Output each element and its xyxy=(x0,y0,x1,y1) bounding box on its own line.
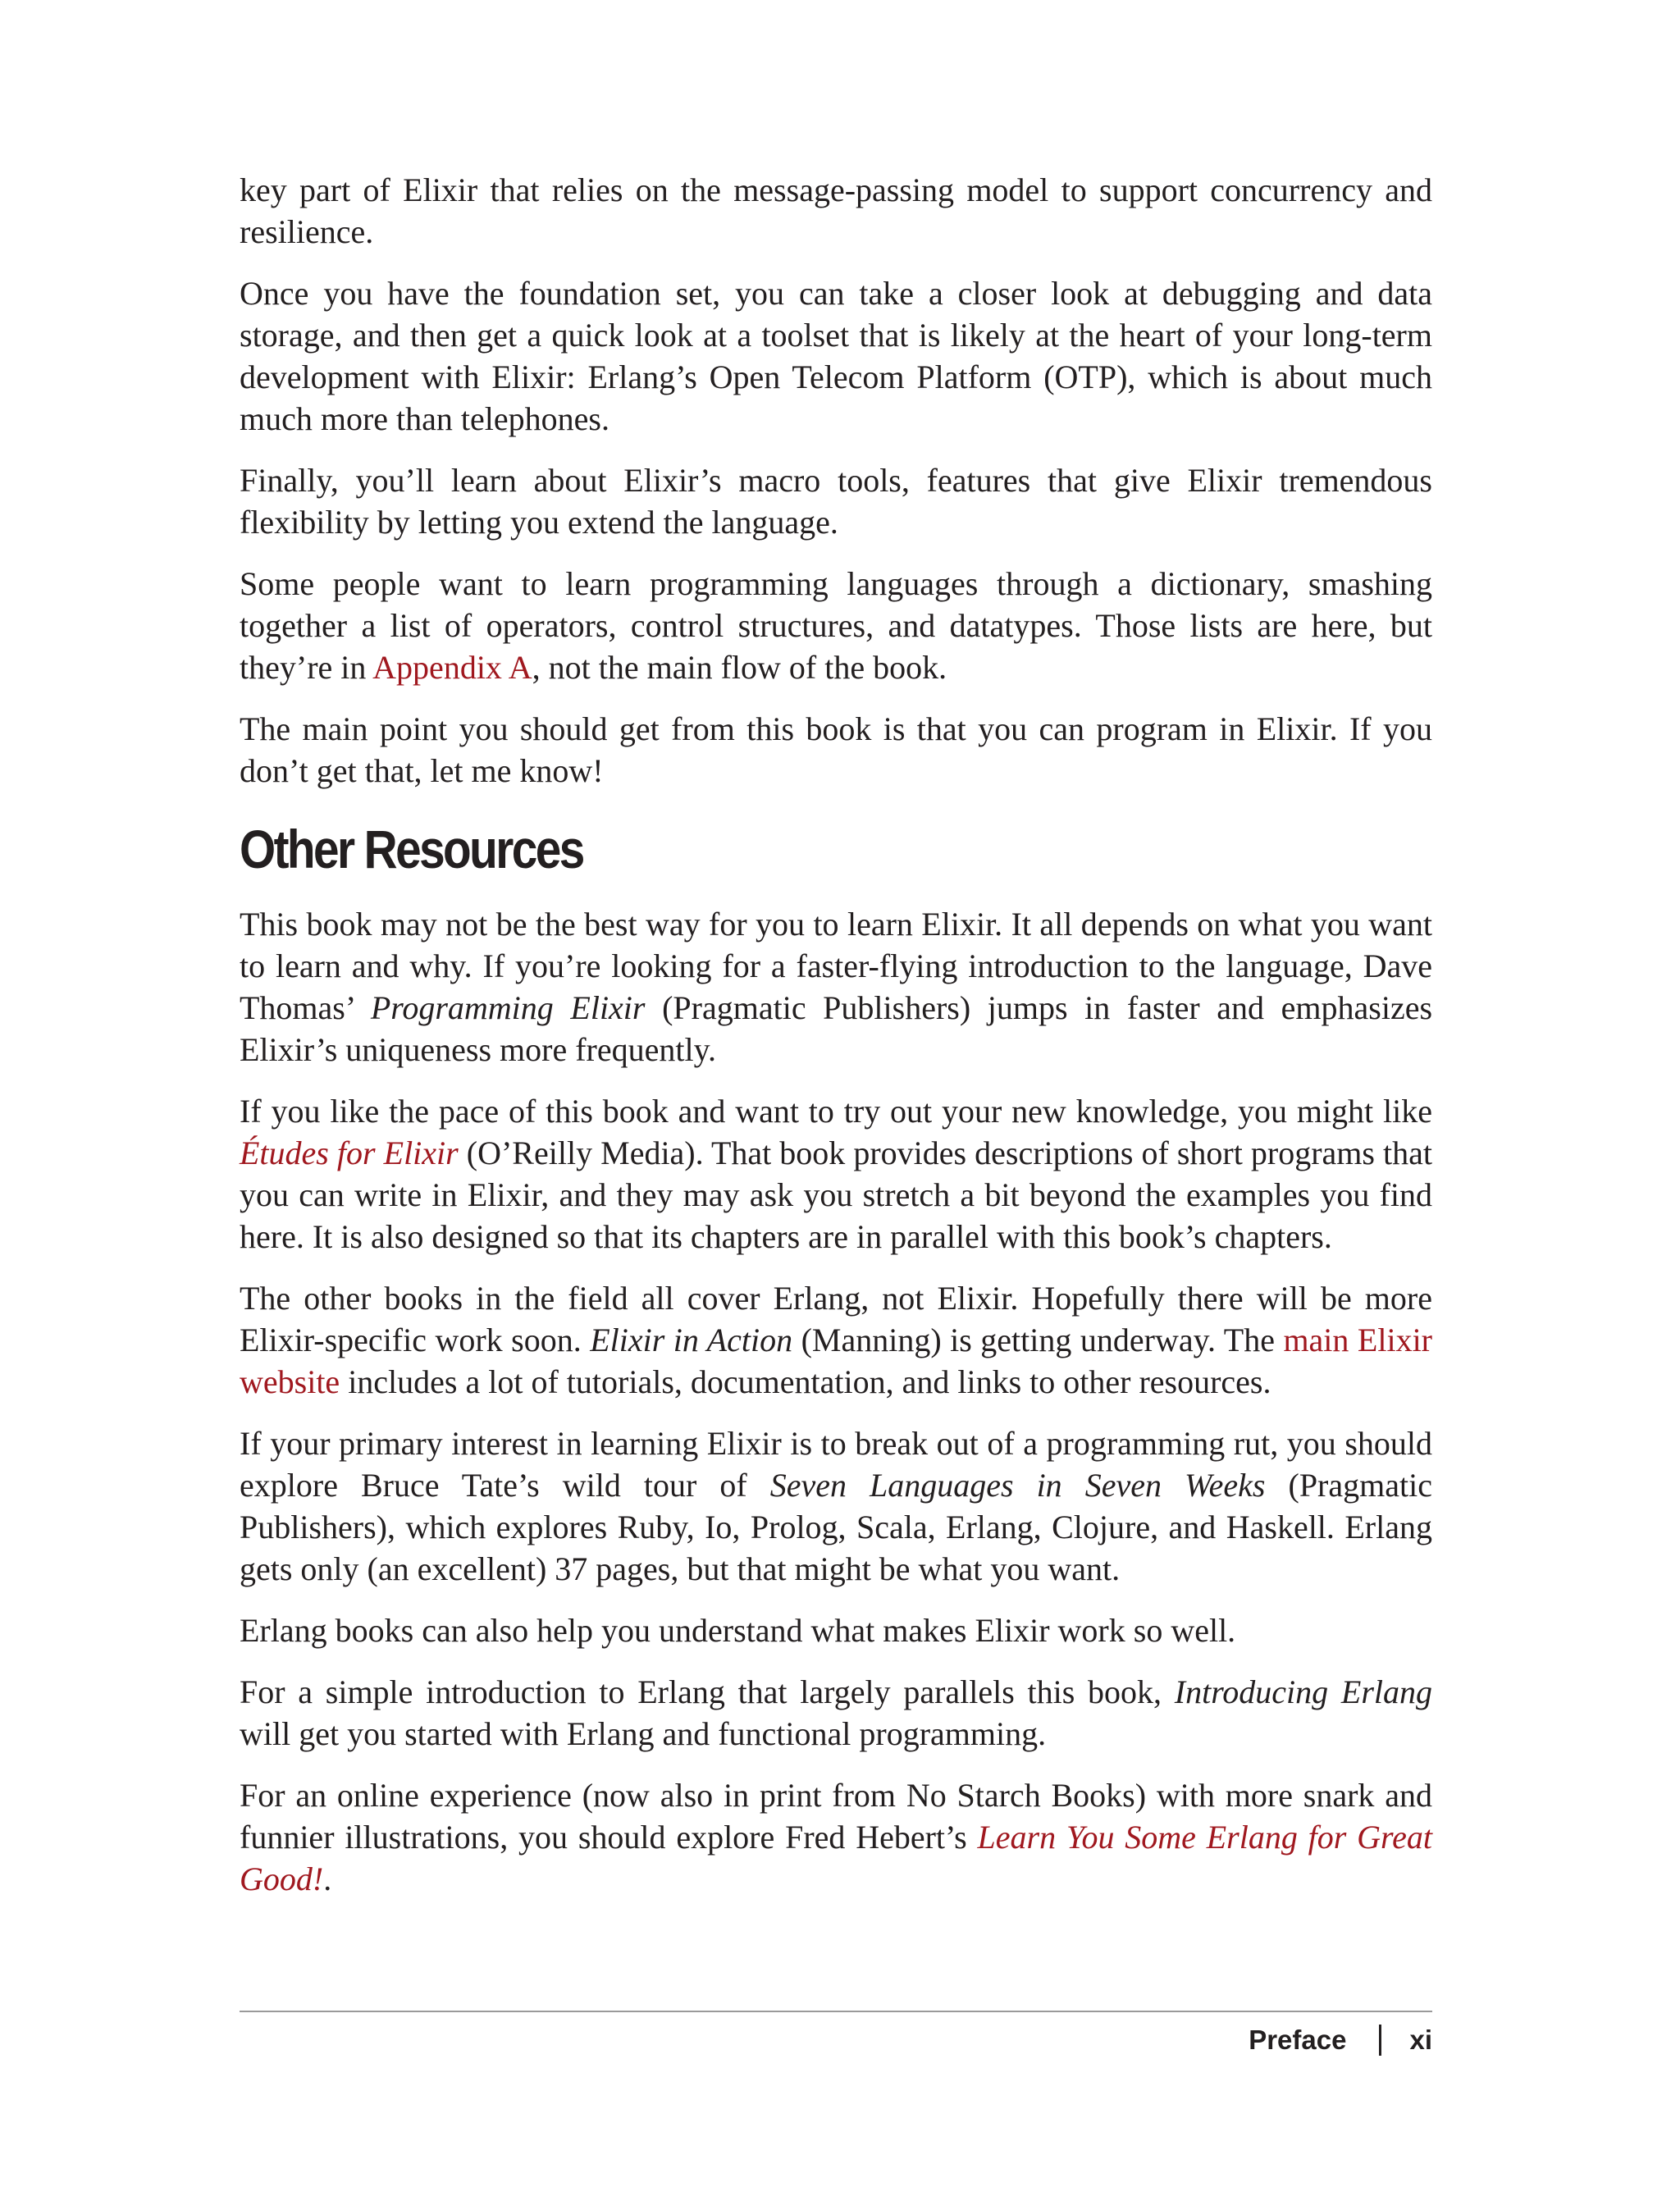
body-text-bottom xyxy=(240,903,1432,1900)
text-run: key part of Elixir that relies on the message-passing model to support concurrency and resilience. xyxy=(240,171,1432,250)
paragraph xyxy=(240,459,1432,543)
paragraph xyxy=(240,903,1432,1071)
inline-link[interactable]: Appendix A xyxy=(372,649,532,686)
text-run: If you like the pace of this book and want to try out your new knowledge, you might like xyxy=(240,1093,1432,1130)
text-run: (Pragmatic Publishers), which explores Ruby, Io, Prolog, Scala, Erlang, Clojure, and Haskell. Erlang gets only (an excellent) 37 pages, but that might be what you want. xyxy=(240,1467,1432,1587)
italic-title: Introducing Erlang xyxy=(1174,1673,1432,1710)
text-run: Finally, you’ll learn about Elixir’s macro tools, features that give Elixir tremendous flexibility by letting you extend the language. xyxy=(240,462,1432,541)
text-run: includes a lot of tutorials, documentation, and links to other resources. xyxy=(340,1363,1271,1400)
paragraph xyxy=(240,1774,1432,1900)
paragraph xyxy=(240,1671,1432,1755)
paragraph xyxy=(240,1277,1432,1403)
footer-rule xyxy=(240,2011,1432,2012)
inline-link[interactable]: main Elixir website xyxy=(240,1322,1432,1400)
page-content xyxy=(240,169,1432,1920)
text-run: This book may not be the best way for you to learn Elixir. It all depends on what you want to learn and why. If you’re looking for a faster-flying introduction to the language, Dave Thomas’ xyxy=(240,906,1432,1026)
inline-link[interactable]: Études for Elixir xyxy=(240,1134,459,1171)
paragraph xyxy=(240,1422,1432,1590)
text-run: If your primary interest in learning Elixir is to break out of a programming rut, you should explore Bruce Tate’s wild tour of xyxy=(240,1425,1432,1504)
paragraph xyxy=(240,272,1432,440)
body-text-top xyxy=(240,169,1432,792)
text-run: The main point you should get from this book is that you can program in Elixir. If you don’t get that, let me know! xyxy=(240,710,1432,789)
text-run: The other books in the field all cover Erlang, not Elixir. Hopefully there will be more Elixir-specific work soon. xyxy=(240,1280,1432,1358)
text-run: Once you have the foundation set, you can take a closer look at debugging and data storage, and then get a quick look at a toolset that is likely at the heart of your long-term development with Elixir: Erlang’s Open Telecom Platform (OTP), which is about much much more than telephones. xyxy=(240,275,1432,437)
page-footer xyxy=(1249,2020,1432,2061)
italic-title: Seven Languages in Seven Weeks xyxy=(769,1467,1266,1504)
text-run: (Pragmatic Publishers) jumps in faster and emphasizes Elixir’s uniqueness more frequently. xyxy=(240,989,1433,1068)
text-run: . xyxy=(323,1860,332,1897)
text-run: (Manning) is getting underway. The xyxy=(792,1322,1284,1358)
italic-title: Elixir in Action xyxy=(590,1322,793,1358)
text-run: Erlang books can also help you understand what makes Elixir work so well. xyxy=(240,1612,1236,1649)
section-heading: Other Resources xyxy=(240,819,583,879)
paragraph xyxy=(240,708,1432,792)
footer-separator xyxy=(1379,2025,1381,2056)
paragraph xyxy=(240,563,1432,688)
text-run: Some people want to learn programming languages through a dictionary, smashing together a list of operators, control structures, and datatypes. Those lists are here, but they’re in xyxy=(240,565,1432,686)
footer-section-title: Preface xyxy=(1249,2025,1347,2055)
text-run: will get you started with Erlang and functional programming. xyxy=(240,1715,1047,1752)
italic-title: Programming Elixir xyxy=(370,989,646,1026)
paragraph xyxy=(240,1090,1432,1258)
inline-link[interactable]: Learn You Some Erlang for Great Good! xyxy=(240,1819,1432,1897)
text-run: , not the main flow of the book. xyxy=(532,649,947,686)
text-run: (O’Reilly Media). That book provides descriptions of short programs that you can write in Elixir, and they may ask you stretch a bit beyond the examples you find here. It is also designed so that its chapters are in parallel with this book’s chapters. xyxy=(240,1134,1432,1255)
text-run: For an online experience (now also in print from No Starch Books) with more snark and funnier illustrations, you should explore Fred Hebert’s xyxy=(240,1777,1432,1856)
paragraph xyxy=(240,169,1432,253)
page-number: xi xyxy=(1409,2025,1432,2055)
paragraph xyxy=(240,1609,1432,1651)
text-run: For a simple introduction to Erlang that largely parallels this book, xyxy=(240,1673,1175,1710)
